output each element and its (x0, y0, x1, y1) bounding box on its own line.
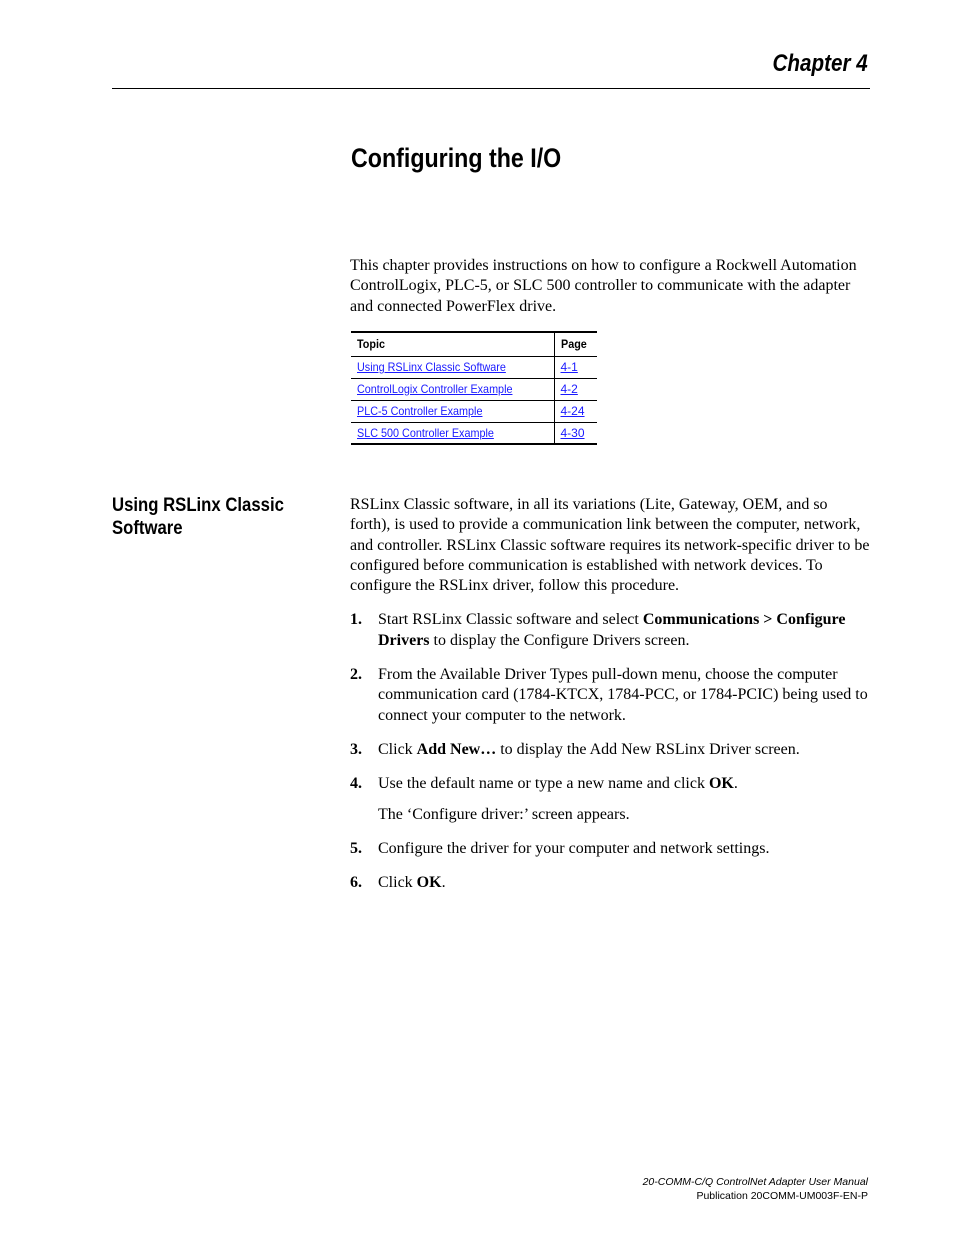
topic-cell (351, 400, 554, 422)
topic-table (351, 331, 597, 445)
step-text: Click (378, 740, 417, 758)
step-bold-text: OK (416, 874, 442, 892)
topic-link-plc5[interactable]: PLC-5 Controller Example (357, 404, 483, 418)
topic-cell (351, 356, 554, 378)
chapter-label: Chapter 4 (772, 50, 868, 77)
intro-paragraph: This chapter provides instructions on how to configure a Rockwell Automation ControlLogix, PLC-5, or SLC 500 controller to communicate with the adapter and connected PowerFlex drive. (350, 257, 857, 315)
topic-cell (351, 378, 554, 400)
table-row (351, 356, 597, 378)
step-item (350, 873, 870, 893)
step-text: Configure the driver for your computer and network settings. (378, 839, 770, 857)
section-paragraph: RSLinx Classic software, in all its variations (Lite, Gateway, OEM, and so forth), is used to provide a communication link between the computer, network, and controller. RSLinx Classic software requires its network-specific driver to be configured before communication is established with network devices. To configure the RSLinx driver, follow this procedure. (350, 496, 870, 595)
topic-table-header-row (351, 332, 597, 356)
step-item (350, 839, 870, 859)
step-number: 3. (350, 740, 362, 758)
footer-publication: Publication 20COMM-UM003F-EN-P (696, 1190, 868, 1202)
page-title: Configuring the I/O (351, 143, 562, 173)
step-text-end: to display the Configure Drivers screen. (429, 631, 690, 649)
procedure-steps (350, 610, 870, 893)
topic-column-header: Topic (351, 332, 554, 356)
step-number: 2. (350, 666, 362, 684)
topic-link-using-rslinx[interactable]: Using RSLinx Classic Software (357, 360, 506, 374)
topic-cell (351, 422, 554, 444)
page-cell (554, 378, 597, 400)
page-column-header: Page (554, 332, 597, 356)
page-link-slc500[interactable]: 4-30 (560, 425, 585, 440)
page-footer (643, 1175, 868, 1203)
step-item (350, 610, 870, 651)
step-text: From the Available Driver Types pull-down menu, choose the computer communication card (1784-KTCX, 1784-PCC, or 1784-PCIC) being used to connect your computer to the network. (378, 666, 868, 724)
step-text-end: to display the Add New RSLinx Driver screen. (496, 740, 800, 758)
step-item (350, 740, 870, 760)
page-link-controllogix[interactable]: 4-2 (560, 382, 578, 396)
topic-link-controllogix[interactable]: ControlLogix Controller Example (357, 382, 513, 396)
step-bold-text: Add New… (416, 740, 497, 758)
step-number: 5. (350, 839, 362, 857)
step-note: The ‘Configure driver:’ screen appears. (378, 805, 630, 823)
page-cell (554, 422, 597, 444)
step-item (350, 774, 870, 825)
step-number: 4. (350, 775, 362, 793)
step-item (350, 665, 870, 726)
step-text-end: . (441, 874, 446, 892)
page-link-using-rslinx[interactable]: 4-1 (560, 360, 578, 374)
page-link-plc5[interactable]: 4-24 (560, 404, 585, 418)
step-text: Start RSLinx Classic software and select (378, 611, 643, 629)
page-cell (554, 400, 597, 422)
footer-manual-title: 20-COMM-C/Q ControlNet Adapter User Manual (642, 1176, 868, 1188)
step-bold-text: OK (708, 775, 734, 793)
step-text-end: . (733, 775, 738, 793)
table-row (351, 378, 597, 400)
step-number: 6. (350, 874, 362, 892)
header-rule (112, 88, 870, 89)
step-text: Use the default name or type a new name and click (378, 775, 709, 793)
section-heading: Using RSLinx Classic Software (112, 495, 284, 539)
step-text: Click (378, 874, 417, 892)
section-body (350, 495, 870, 907)
table-row (351, 400, 597, 422)
page-cell (554, 356, 597, 378)
topic-link-slc500[interactable]: SLC 500 Controller Example (357, 425, 494, 440)
step-bold-text: Communications > Configure Drivers (378, 611, 846, 649)
step-number: 1. (350, 611, 362, 629)
table-row (351, 422, 597, 444)
